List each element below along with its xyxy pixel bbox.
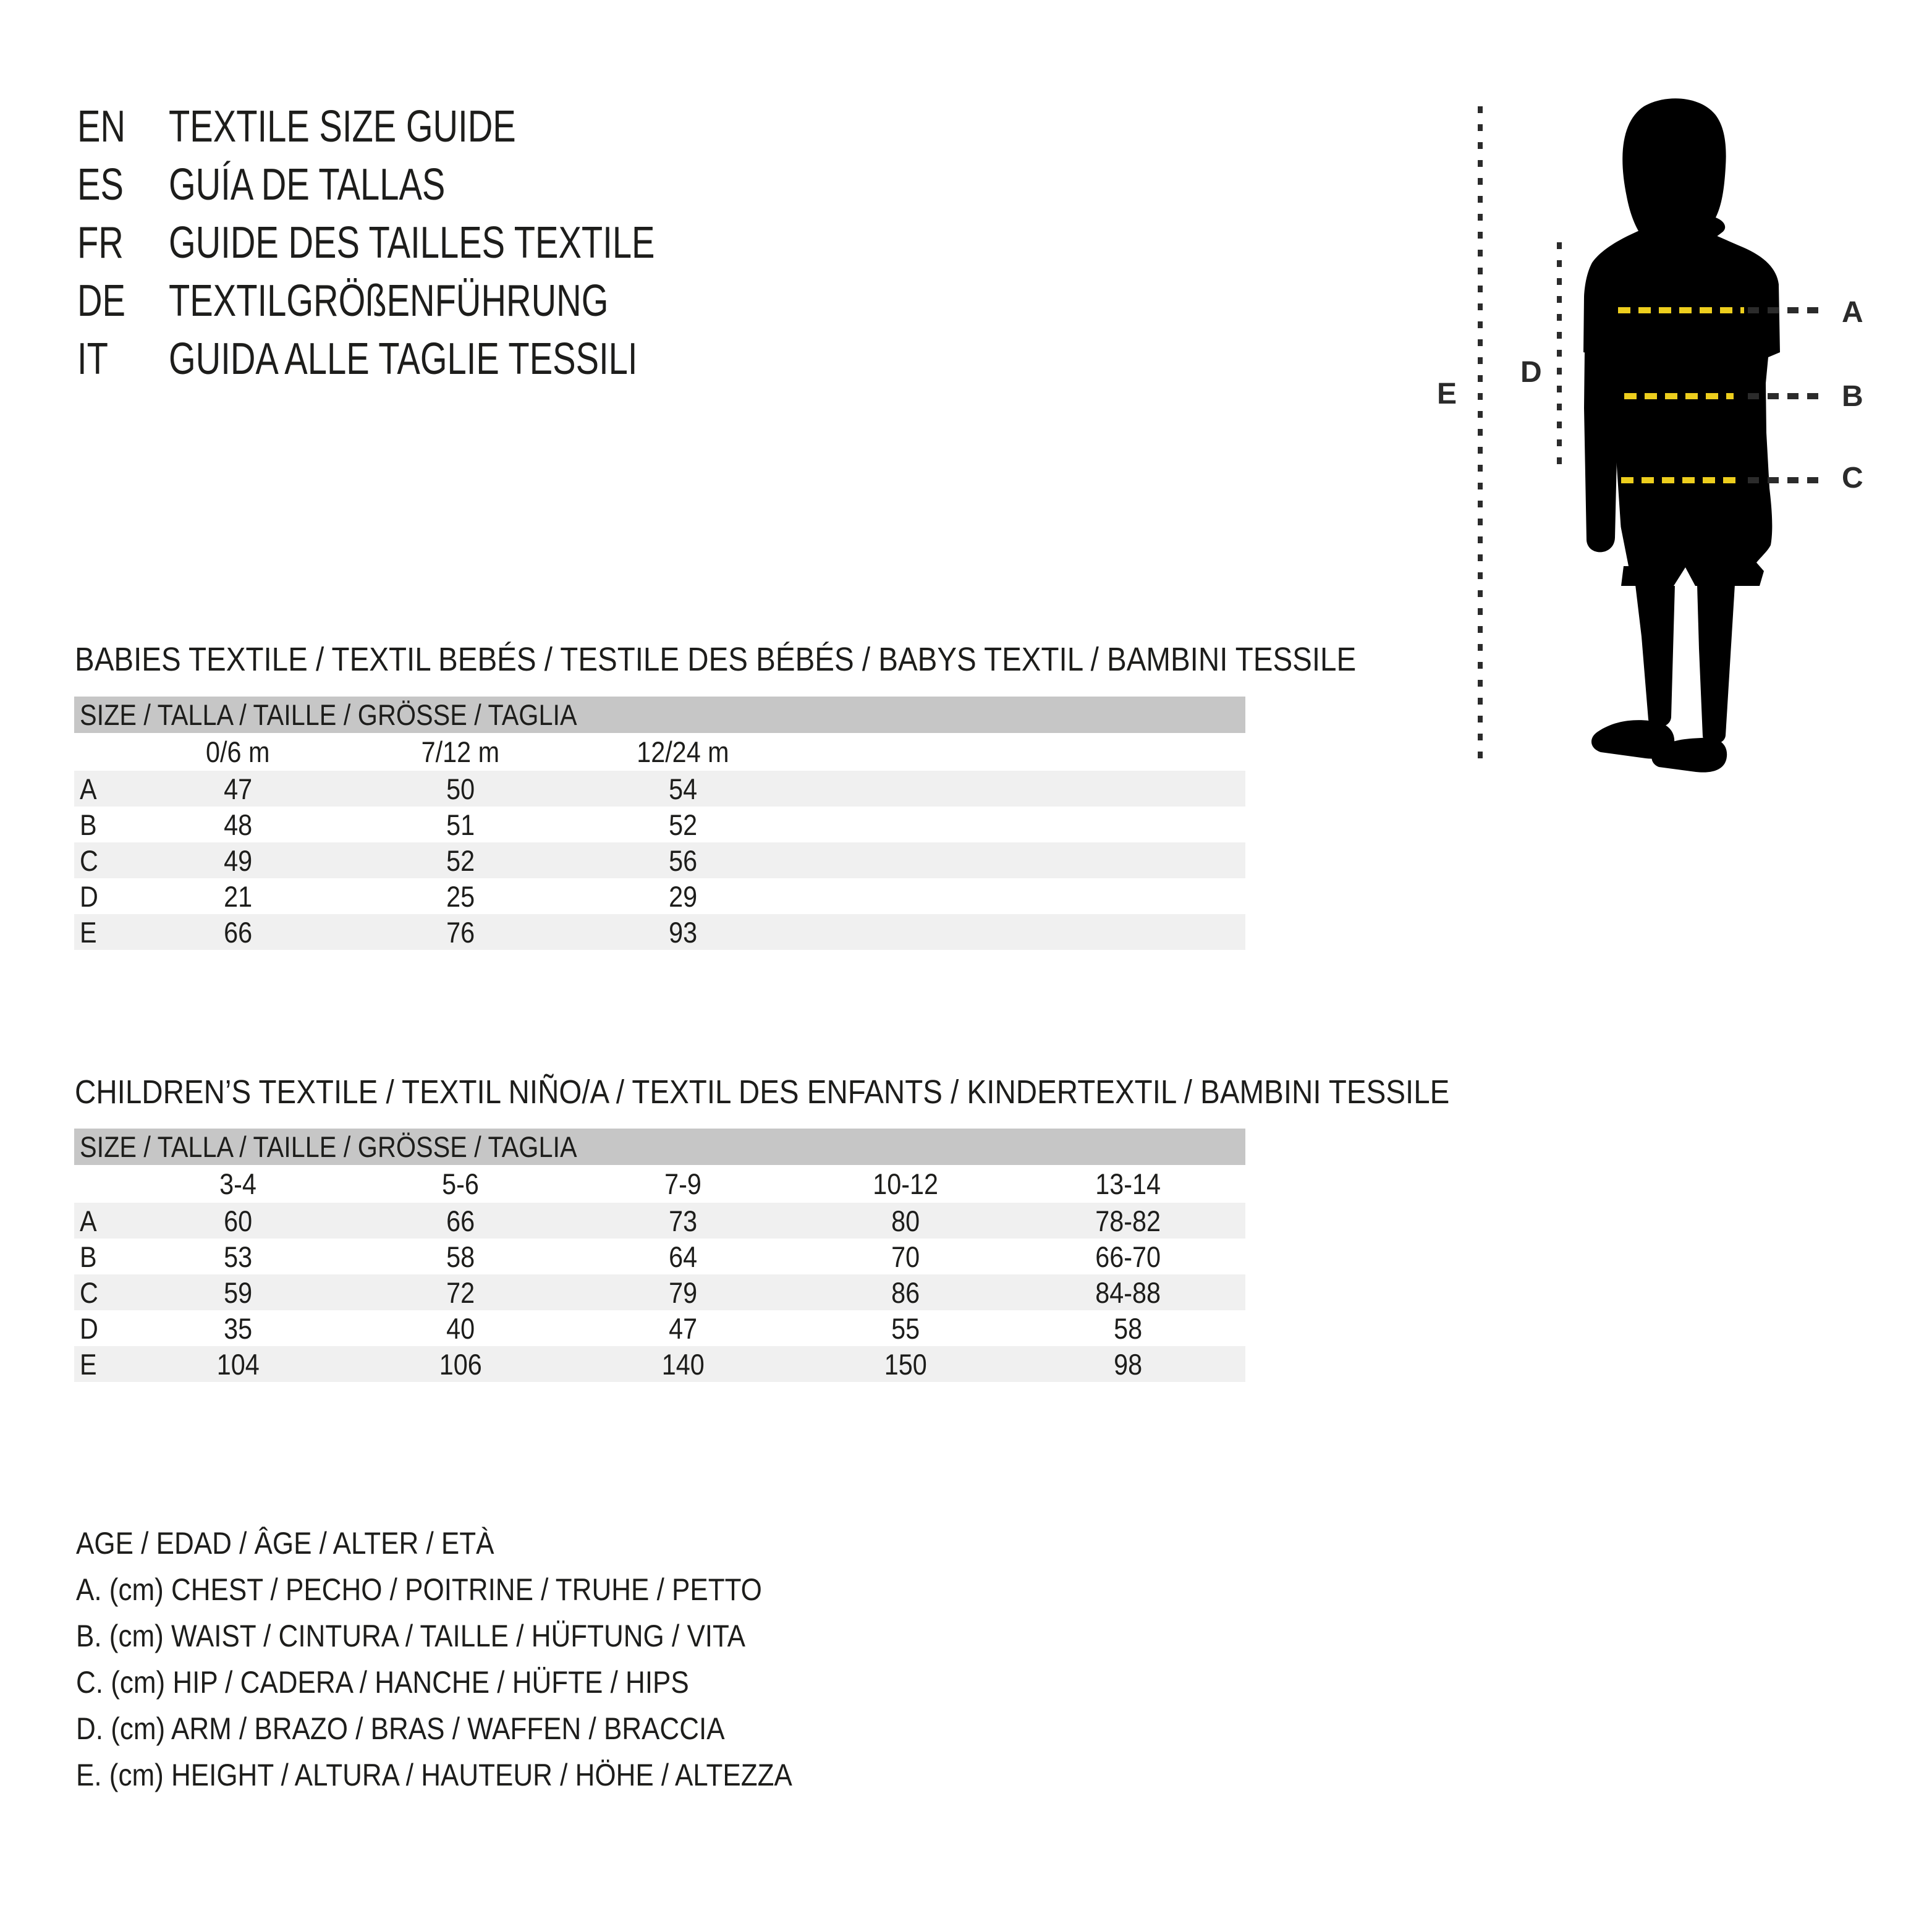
table-row: [74, 807, 1245, 842]
language-title: GUÍA DE TALLAS: [169, 160, 446, 210]
size-value: 54: [668, 772, 698, 805]
column-header: 0/6 m: [206, 735, 270, 768]
language-title: GUIDE DES TAILLES TEXTILE: [169, 218, 655, 268]
figure-label-b: B: [1842, 380, 1863, 413]
size-value: 104: [216, 1347, 260, 1381]
table-header-bar: [74, 1129, 1245, 1165]
column-header: 13-14: [1095, 1167, 1161, 1200]
size-value: 78-82: [1095, 1204, 1161, 1237]
size-value: 64: [668, 1240, 698, 1273]
language-code: FR: [77, 218, 124, 268]
language-title: TEXTILE SIZE GUIDE: [169, 102, 516, 151]
size-value: 58: [1113, 1311, 1143, 1345]
size-value: 66: [223, 915, 253, 949]
size-value: 25: [446, 879, 475, 913]
size-measurement-figure: [1409, 62, 1932, 834]
table-row: [74, 771, 1245, 807]
language-row-es: [77, 156, 792, 214]
size-value: 21: [223, 879, 253, 913]
children-size-table: [74, 1129, 1245, 1382]
size-value: 58: [446, 1240, 475, 1273]
size-value: 150: [884, 1347, 927, 1381]
legend-line: A. (cm) CHEST / PECHO / POITRINE / TRUHE / PETTO: [76, 1572, 762, 1607]
table-row: [74, 878, 1245, 914]
table-column-headers: [74, 1165, 1245, 1203]
size-value: 72: [446, 1276, 475, 1309]
row-label: A: [80, 1204, 97, 1237]
language-title: GUIDA ALLE TAGLIE TESSILI: [169, 334, 638, 384]
table-header-label: SIZE / TALLA / TAILLE / GRÖSSE / TAGLIA: [80, 698, 577, 731]
table-column-headers: [74, 733, 1245, 771]
column-header: 10-12: [873, 1167, 938, 1200]
row-label: C: [80, 1276, 98, 1309]
size-value: 59: [223, 1276, 253, 1309]
size-value: 84-88: [1095, 1276, 1161, 1309]
legend-line: C. (cm) HIP / CADERA / HANCHE / HÜFTE / HIPS: [76, 1665, 689, 1700]
babies-size-table: [74, 697, 1245, 950]
legend-line: B. (cm) WAIST / CINTURA / TAILLE / HÜFTUNG / VITA: [76, 1619, 745, 1653]
table-row: [74, 1274, 1245, 1310]
babies-section-title: BABIES TEXTILE / TEXTIL BEBÉS / TESTILE DES BÉBÉS / BABYS TEXTIL / BAMBINI TESSILE: [75, 641, 1357, 678]
size-value: 86: [891, 1276, 920, 1309]
size-value: 52: [446, 844, 475, 877]
language-code: ES: [77, 160, 124, 210]
size-value: 70: [891, 1240, 920, 1273]
legend-line: D. (cm) ARM / BRAZO / BRAS / WAFFEN / BRACCIA: [76, 1711, 725, 1746]
size-value: 76: [446, 915, 475, 949]
children-section-title: CHILDREN’S TEXTILE / TEXTIL NIÑO/A / TEXTIL DES ENFANTS / KINDERTEXTIL / BAMBINI TESSILE: [75, 1074, 1450, 1111]
legend-line: AGE / EDAD / ÂGE / ALTER / ETÀ: [76, 1526, 494, 1561]
size-value: 140: [661, 1347, 705, 1381]
language-code: IT: [77, 334, 108, 384]
table-row: [74, 1239, 1245, 1274]
row-label: A: [80, 772, 97, 805]
size-value: 66: [446, 1204, 475, 1237]
language-row-it: [77, 330, 792, 388]
table-row: [74, 1310, 1245, 1346]
table-row: [74, 1346, 1245, 1382]
language-row-de: [77, 272, 792, 330]
size-value: 29: [668, 879, 698, 913]
size-value: 98: [1113, 1347, 1143, 1381]
size-value: 35: [223, 1311, 253, 1345]
size-value: 60: [223, 1204, 253, 1237]
legend-line: E. (cm) HEIGHT / ALTURA / HAUTEUR / HÖHE / ALTEZZA: [76, 1758, 792, 1792]
measurement-legend: [76, 1520, 890, 1799]
column-header: 7-9: [664, 1167, 701, 1200]
language-list: [77, 98, 792, 388]
size-value: 51: [446, 808, 475, 841]
table-header-bar: [74, 697, 1245, 733]
size-value: 55: [891, 1311, 920, 1345]
table-row: [74, 842, 1245, 878]
size-value: 93: [668, 915, 698, 949]
size-value: 49: [223, 844, 253, 877]
language-row-fr: [77, 214, 792, 272]
figure-label-d: D: [1520, 356, 1542, 389]
table-row: [74, 1203, 1245, 1239]
column-header: 12/24 m: [637, 735, 729, 768]
figure-label-e: E: [1437, 378, 1457, 410]
size-value: 66-70: [1095, 1240, 1161, 1273]
size-value: 40: [446, 1311, 475, 1345]
size-value: 50: [446, 772, 475, 805]
size-value: 47: [668, 1311, 698, 1345]
language-row-en: [77, 98, 792, 156]
language-code: DE: [77, 276, 126, 326]
size-value: 73: [668, 1204, 698, 1237]
size-value: 53: [223, 1240, 253, 1273]
figure-label-a: A: [1842, 296, 1863, 329]
column-header: 7/12 m: [421, 735, 500, 768]
size-value: 47: [223, 772, 253, 805]
child-silhouette: [1583, 98, 1780, 772]
language-title: TEXTILGRÖßENFÜHRUNG: [169, 276, 609, 326]
size-value: 80: [891, 1204, 920, 1237]
row-label: E: [80, 915, 97, 949]
size-value: 106: [439, 1347, 482, 1381]
row-label: D: [80, 879, 98, 913]
row-label: B: [80, 1240, 97, 1273]
row-label: D: [80, 1311, 98, 1345]
size-value: 48: [223, 808, 253, 841]
column-header: 3-4: [219, 1167, 256, 1200]
size-value: 52: [668, 808, 698, 841]
row-label: E: [80, 1347, 97, 1381]
language-code: EN: [77, 102, 126, 151]
table-row: [74, 914, 1245, 950]
figure-label-c: C: [1842, 462, 1863, 494]
row-label: C: [80, 844, 98, 877]
size-value: 56: [668, 844, 698, 877]
row-label: B: [80, 808, 97, 841]
size-value: 79: [668, 1276, 698, 1309]
table-header-label: SIZE / TALLA / TAILLE / GRÖSSE / TAGLIA: [80, 1130, 577, 1163]
column-header: 5-6: [442, 1167, 479, 1200]
